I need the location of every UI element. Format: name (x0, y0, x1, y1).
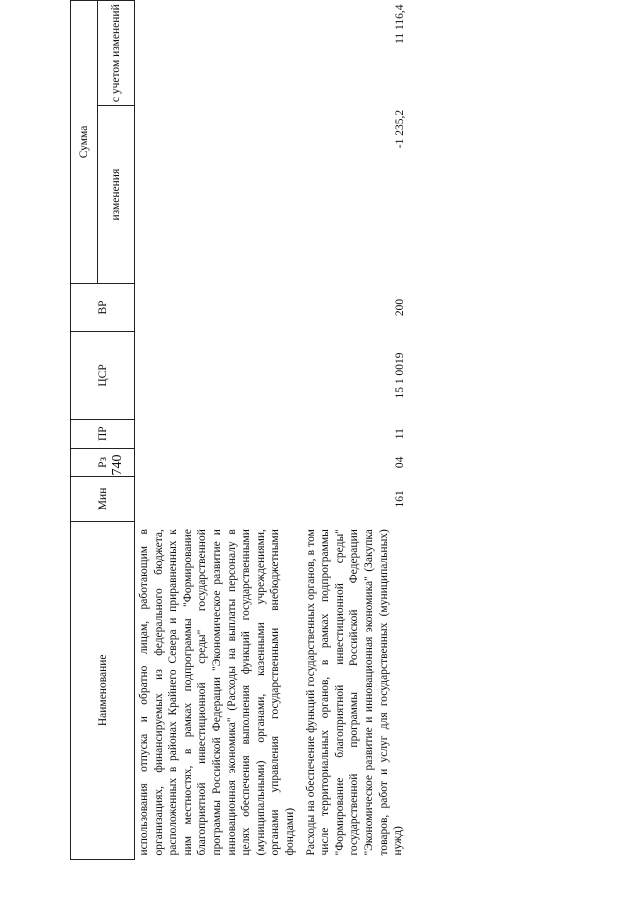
header-vr: ВР (71, 283, 135, 331)
row-pr (135, 419, 302, 448)
row-name: Расходы на обеспечение функций государственных органов, в том числе территориальных органов, в рамках подпрограммы "Формирование благоприятной инвестиционной среды" государственной программы Российской Федерации "Экономическое развитие и инновационная экономика" (Закупка товаров, работ и услуг для государственных (муниципальных) нужд) (304, 529, 405, 856)
row-vr: 200 (393, 298, 406, 317)
header-pr: ПР (71, 419, 135, 448)
row-name: использования отпуска и обратно лицам, работающим в организациях, финансируемых из федерального бюджета, расположенных в районах Крайнего Севера и приравненных к ним местностях, в рамках подпрограммы "Формирование благоприятной инвестиционной среды" государственной программы Российской Федерации "Экономическое развитие и инновационная экономика" (Расходы на выплаты персоналу в целях обеспечения выполнения функций государственными (муниципальными) органами, казенными учреждениями, органами управления государственными внебюджетными фондами) (138, 529, 296, 856)
row-rz: 04 (393, 456, 406, 469)
header-rz: Рз (71, 448, 135, 477)
header-min: Мин (71, 477, 135, 521)
table-row (302, 1, 410, 860)
row-pr: 11 (393, 428, 406, 440)
row-changes (135, 106, 302, 284)
row-csr: 15 1 0019 (393, 352, 406, 399)
row-changes: -1 235,2 (393, 109, 406, 149)
row-min (135, 477, 302, 521)
row-min: 161 (393, 490, 406, 508)
row-with-changes (135, 1, 302, 106)
row-rz (135, 448, 302, 477)
row-csr (135, 332, 302, 420)
row-vr (135, 283, 302, 331)
budget-table (70, 0, 410, 860)
header-name: Наименование (71, 521, 135, 859)
table-row (135, 1, 302, 860)
header-csr: ЦСР (71, 332, 135, 420)
page-number: 740 (110, 454, 125, 476)
header-changes: изменения (98, 106, 135, 284)
row-with-changes: 11 116,4 (393, 4, 406, 44)
header-sum: Сумма (71, 1, 98, 284)
header-with-changes: с учетом изменений (98, 1, 135, 106)
